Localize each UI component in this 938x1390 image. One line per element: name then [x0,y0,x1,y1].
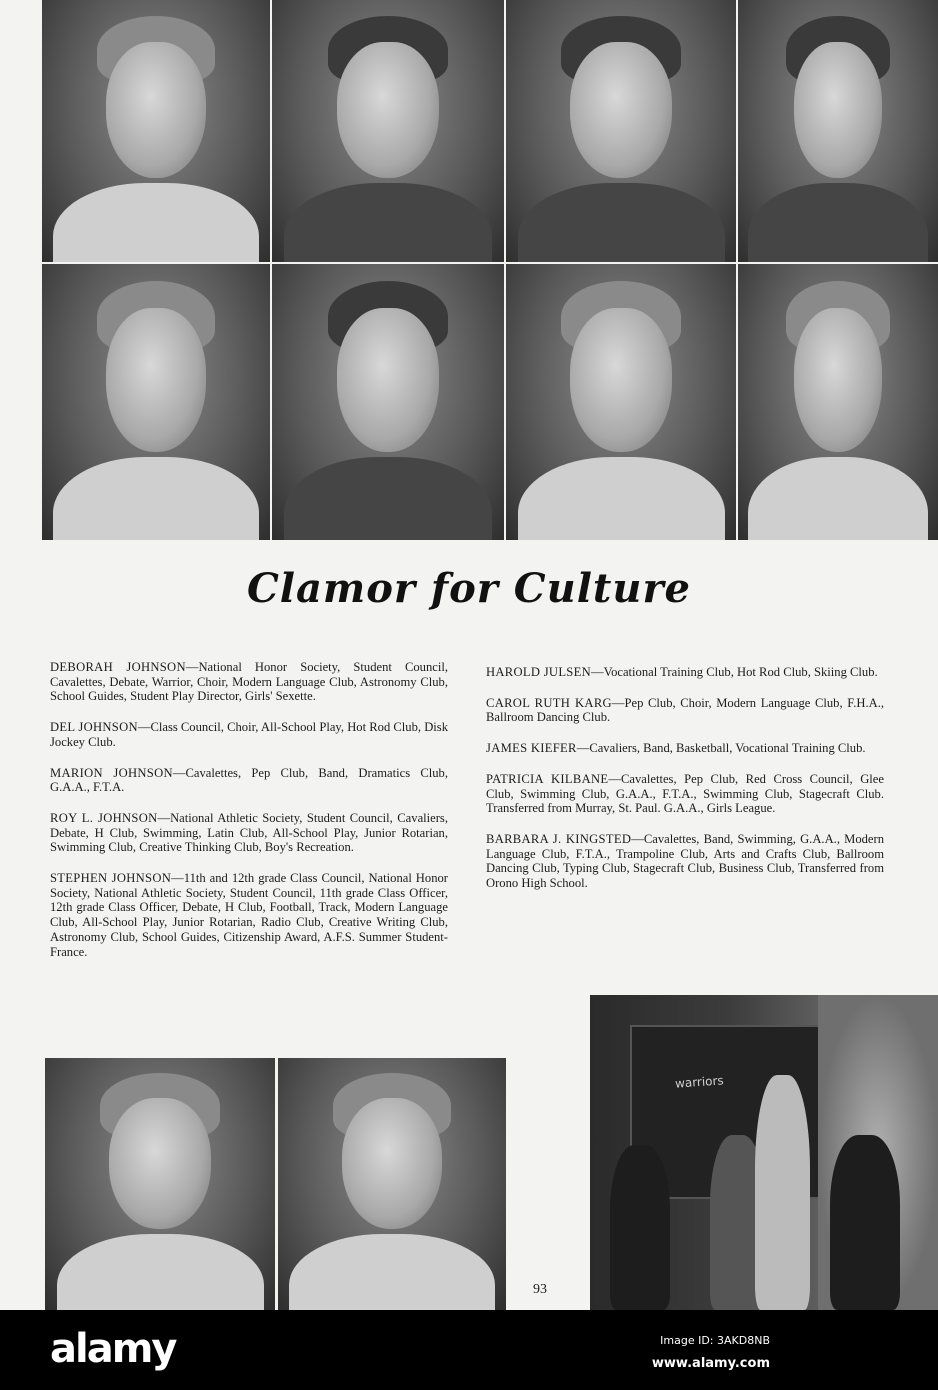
watermark-footer [0,1310,938,1390]
bio-entry: STEPHEN JOHNSON—11th and 12th grade Class Council, National Honor Society, National Athletic Society, Student Council, 11th grade Class Officer, 12th grade Class Officer, Debate, H Club, Football, Track, Modern Language Club, All-School Play, Junior Rotarian, Radio Club, Creative Writing Club, Astronomy Club, School Guides, Citizenship Award, A.F.S. Summer Student-France. [50,871,448,959]
bio-entry: DEL JOHNSON—Class Council, Choir, All-School Play, Hot Rod Club, Disk Jockey Club. [50,720,448,749]
bio-entry: PATRICIA KILBANE—Cavalettes, Pep Club, Red Cross Council, Glee Club, Swimming Club, G.A.A., F.T.A., Swimming Club, Stagecraft Club. Transferred from Murray, St. Paul. G.A.A., Girls League. [486,771,884,816]
bio-entry: ROY L. JOHNSON—National Athletic Society, Student Council, Cavaliers, Debate, H Club, Swimming, Latin Club, All-School Play, Junior Rotarian, Swimming Club, Creative Thinking Club, Boy's Recreation. [50,810,448,855]
portrait-photo [42,0,270,262]
portrait-photo [45,1058,275,1310]
portrait-photo [278,1058,506,1310]
portrait-photo [738,264,938,540]
sign-text: warriors [674,1073,725,1091]
portrait-photo [506,0,736,262]
bio-entry: DEBORAH JOHNSON—National Honor Society, Student Council, Cavalettes, Debate, Warrior, Choir, Modern Language Club, Astronomy Club, School Guides, Student Play Director, Girls' Sexette. [50,660,448,704]
bio-entry: BARBARA J. KINGSTED—Cavalettes, Band, Swimming, G.A.A., Modern Language Club, F.T.A., Trampoline Club, Arts and Crafts Club, Ballroom Dancing Club, Typing Club, Stagecraft Club, Business Club, Transferred from Orono High School. [486,831,884,891]
page-title: Clamor for Culture [246,565,692,612]
portrait-photo [506,264,736,540]
candid-photo [590,995,938,1310]
portrait-photo [272,0,504,262]
page-number: 93 [533,1282,547,1297]
right-column [486,665,884,907]
left-column [50,660,448,975]
bio-entry: MARION JOHNSON—Cavalettes, Pep Club, Band, Dramatics Club, G.A.A., F.T.A. [50,765,448,795]
portrait-photo [272,264,504,540]
watermark-url: www.alamy.com [651,1356,770,1371]
bio-entry: CAROL RUTH KARG—Pep Club, Choir, Modern Language Club, F.H.A., Ballroom Dancing Club. [486,695,884,725]
alamy-logo: alamy [50,1326,176,1372]
portrait-photo [42,264,270,540]
bio-entry: HAROLD JULSEN—Vocational Training Club, Hot Rod Club, Skiing Club. [486,665,878,679]
portrait-photo [738,0,938,262]
image-id: Image ID: 3AKD8NB [660,1334,770,1347]
bio-entry: JAMES KIEFER—Cavaliers, Band, Basketball, Vocational Training Club. [486,741,866,756]
